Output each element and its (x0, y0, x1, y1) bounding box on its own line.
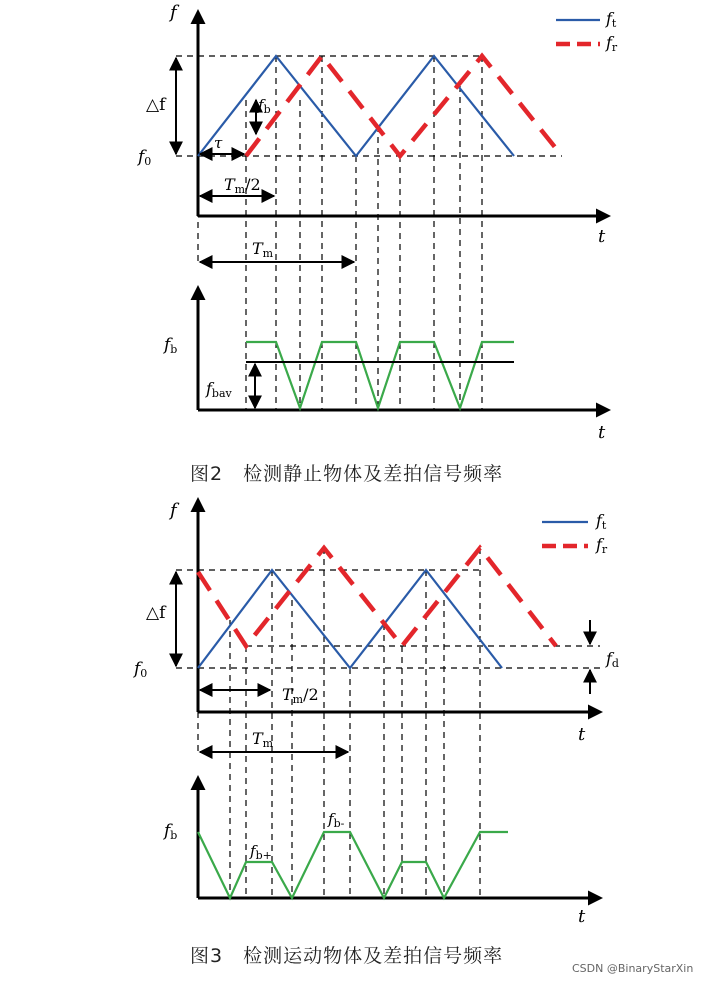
figure-2 (136, 2, 618, 485)
fig3-guide-lines (176, 548, 600, 898)
fig3-delta-f-label: △f (146, 603, 166, 623)
watermark: CSDN @BinaryStarXin (572, 962, 694, 975)
fig2-fbav-label: fbav (206, 379, 232, 400)
fig3-legend-ft-label: ft (596, 511, 607, 532)
fig3-fd-label: fd (606, 649, 619, 670)
fig3-f-axis-label: f (170, 500, 177, 521)
fig3-tm-label: Tm (252, 729, 274, 750)
fig3-t2-axis-label: t (578, 906, 586, 927)
fig2-f-axis-label: f (170, 2, 177, 23)
fig2-fb-axis-label: fb (164, 335, 178, 356)
fig2-fb-line (246, 342, 514, 408)
fig3-f0-label: f0 (134, 659, 148, 680)
fig3-fb-axis-label: fb (164, 821, 178, 842)
fig3-fb-minus-label: $f_{b-}$ (328, 810, 345, 830)
fig2-t2-axis-label: t (598, 422, 606, 443)
fig2-t-axis-label: t (598, 226, 606, 247)
fig2-tau-label: τ (214, 134, 223, 152)
fig2-tm-label: Tm (252, 239, 274, 260)
fig2-caption: 图2 检测静止物体及差拍信号频率 (190, 463, 504, 485)
fig3-t-axis-label: t (578, 724, 586, 745)
fig3-tm-half-label: Tm/2 (282, 685, 319, 706)
fig2-delta-f-label: △f (146, 95, 166, 115)
fig3-fb-line (198, 832, 508, 898)
fig2-legend-ft-label: ft (606, 9, 617, 30)
fig3-caption: 图3 检测运动物体及差拍信号频率 (190, 945, 504, 967)
fig3-legend-fr-label: fr (596, 535, 608, 556)
fig2-f0-label: f0 (138, 147, 152, 168)
fig2-fr-line (246, 56, 562, 156)
fig3-fb-plus-label: $f_{b+}$ (250, 842, 272, 862)
fig2-fb-small-label: $f_b$ (258, 96, 271, 116)
figure-3 (132, 500, 619, 967)
fig2-legend-fr-label: fr (606, 33, 618, 54)
fig2-tm-half-label: Tm/2 (224, 175, 261, 196)
fig3-ft-line (198, 570, 502, 668)
